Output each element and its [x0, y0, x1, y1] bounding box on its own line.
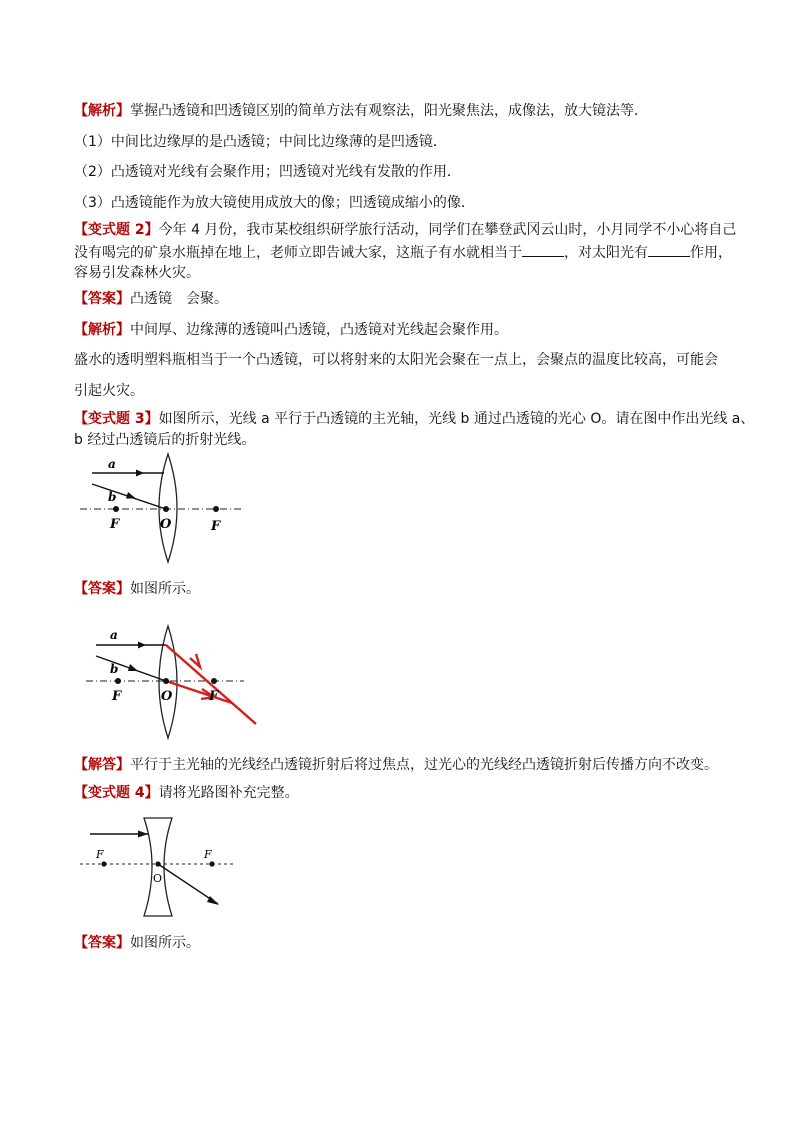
label-f-right-q4: F	[204, 848, 212, 861]
label-f-left: F	[110, 517, 120, 532]
q4-figure	[76, 812, 241, 924]
label-o-q4: O	[153, 872, 163, 885]
label-o: O	[160, 517, 172, 532]
arrow-a-answer-icon	[138, 642, 146, 649]
incident-arrow-q4-icon	[138, 831, 148, 838]
optical-center-point-q4	[155, 861, 160, 866]
focus-left-point	[113, 506, 119, 512]
focus-left-point-answer	[115, 678, 121, 684]
q3-text-a: 如图所示，光线 a 平行于凸透镜的主光轴，光线 b 通过凸透镜的光心 O。请在图中作出光线 a、	[158, 411, 755, 427]
label-b-answer: b	[110, 662, 119, 676]
label-f-left-answer: F	[112, 689, 122, 704]
q2-explain-1-text: 中间厚、边缘薄的透镜叫凸透镜，凸透镜对光线起会聚作用。	[130, 322, 508, 338]
refracted-arrow-a-icon	[190, 654, 200, 667]
analysis-point-3: （3）凸透镜能作为放大镜使用成放大的像；凹透镜成缩小的像．	[74, 195, 475, 211]
q2-explain-1	[74, 320, 734, 340]
focus-right-point-answer	[211, 678, 217, 684]
tag-daan-q2: 【答案】	[74, 291, 130, 307]
analysis-point-1: （1）中间比边缘厚的是凸透镜；中间比边缘薄的是凹透镜．	[74, 134, 447, 150]
label-a: a	[108, 457, 116, 471]
q2-answer-text: 凸透镜 会聚。	[130, 291, 228, 307]
q2-text-d: 作用，	[690, 245, 732, 261]
q2-text-line-3: 容易引发森林火灾。	[74, 265, 200, 281]
q2-text-a: 今年 4 月份，我市某校组织研学旅行活动，同学们在攀登武冈云山时，小月同学不小心将自己	[158, 222, 737, 238]
focus-right-point	[213, 506, 219, 512]
q2-explain-2: 盛水的透明塑料瓶相当于一个凸透镜，可以将射来的太阳光会聚在一点上，会聚点的温度比较高，可能会	[74, 352, 718, 368]
q3-solution-text: 平行于主光轴的光线经凸透镜折射后将过焦点，过光心的光线经凸透镜折射后传播方向不改变。	[130, 757, 718, 773]
label-f-right: F	[211, 519, 221, 534]
q4-answer-text: 如图所示。	[130, 935, 200, 951]
q2-explain-3: 引起火灾。	[74, 383, 144, 399]
q3-answer	[74, 579, 734, 599]
q2-blank-2[interactable]	[648, 242, 690, 257]
q2-text-c: ，对太阳光有	[564, 245, 648, 261]
q3-text-line-2: b 经过凸透镜后的折射光线。	[74, 432, 256, 448]
q3-question-figure	[76, 450, 246, 570]
tag-jieda: 【解答】	[74, 757, 130, 773]
label-f-right-answer: F	[209, 689, 219, 704]
label-a-answer: a	[110, 628, 118, 642]
q3-answer-text: 如图所示。	[130, 581, 200, 597]
tag-bianshiti-4: 【变式题 4】	[74, 785, 159, 801]
label-f-left-q4: F	[96, 848, 104, 861]
arrow-a-icon	[136, 470, 144, 477]
optical-center-point-answer	[163, 678, 169, 684]
tag-bianshiti-3: 【变式题 3】	[74, 411, 159, 427]
analysis-point-2: （2）凸透镜对光线有会聚作用；凹透镜对光线有发散的作用．	[74, 164, 461, 180]
q2-text-line-2	[74, 242, 734, 263]
q3-text-line-1	[74, 409, 755, 429]
focus-right-point-q4	[209, 861, 214, 866]
focus-left-point-q4	[101, 861, 106, 866]
tag-jiexi-1: 【解析】	[74, 103, 130, 119]
q3-solution	[74, 755, 734, 775]
q4-answer	[74, 933, 734, 953]
q4-text	[74, 783, 734, 803]
q2-answer	[74, 289, 734, 309]
analysis-intro-text: 掌握凸透镜和凹透镜区别的简单方法有观察法，阳光聚焦法，成像法，放大镜法等．	[130, 103, 648, 119]
tag-jiexi-2: 【解析】	[74, 322, 130, 338]
q2-text-b: 没有喝完的矿泉水瓶掉在地上，老师立即告诫大家，这瓶子有水就相当于	[74, 245, 522, 261]
q2-text-line-1	[74, 220, 737, 240]
q3-answer-figure	[82, 620, 262, 745]
q2-blank-1[interactable]	[522, 242, 564, 257]
label-o-answer: O	[161, 689, 173, 704]
tag-daan-q3: 【答案】	[74, 581, 130, 597]
label-b: b	[108, 490, 117, 504]
arrow-b-icon	[126, 492, 136, 499]
q4-text-content: 请将光路图补充完整。	[158, 785, 299, 801]
arrow-b-answer-icon	[128, 664, 138, 671]
optical-center-point	[163, 506, 169, 512]
tag-bianshiti-2: 【变式题 2】	[74, 222, 159, 238]
analysis-intro	[74, 101, 734, 121]
concave-lens	[144, 818, 172, 916]
tag-daan-q4: 【答案】	[74, 935, 130, 951]
